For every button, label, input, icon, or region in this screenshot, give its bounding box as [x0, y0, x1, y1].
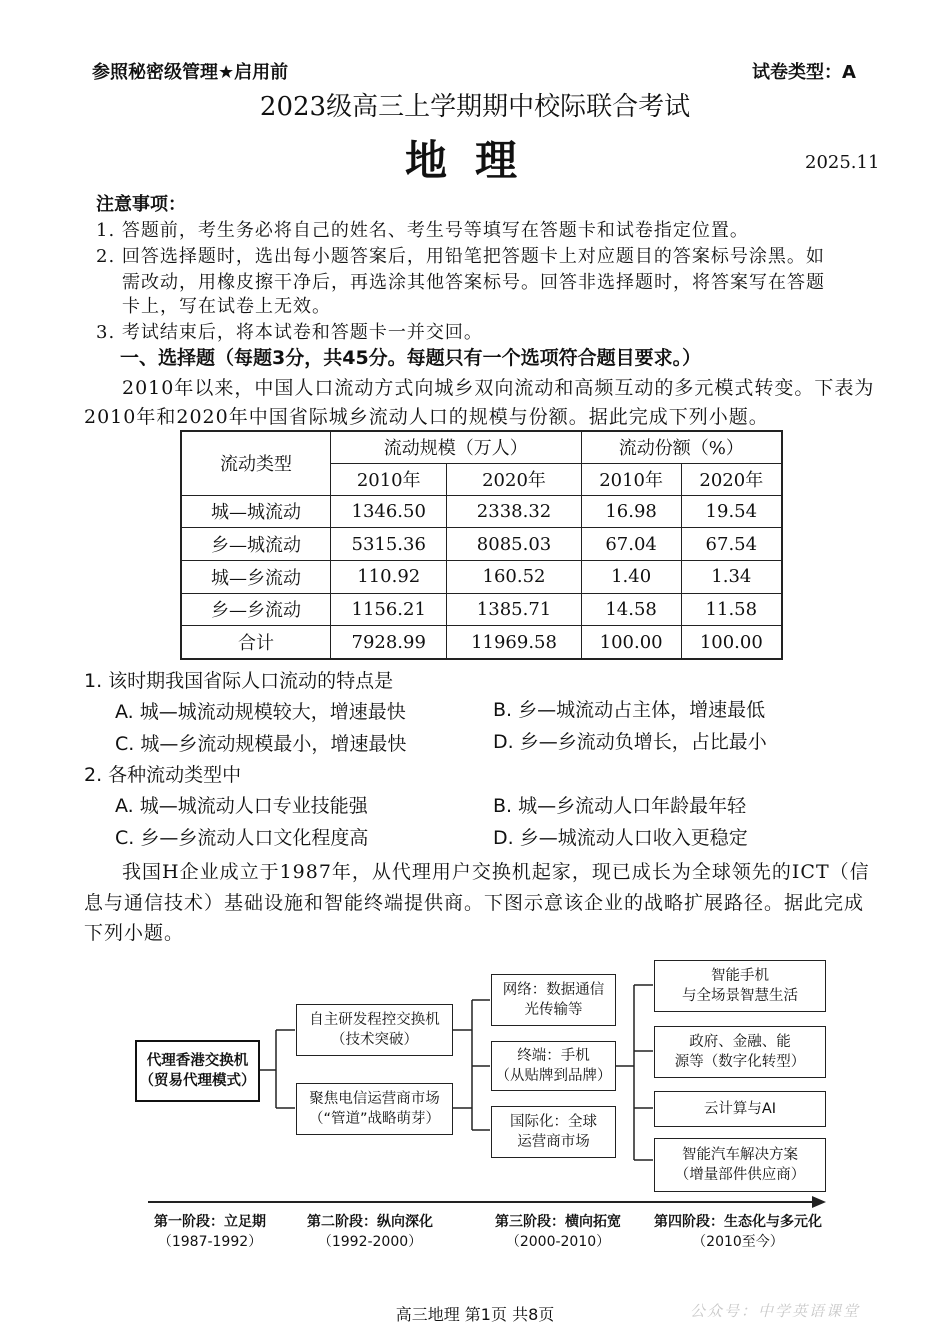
q2-stem: 2. 各种流动类型中 [84, 764, 242, 786]
table-cell: 19.54 [681, 495, 782, 528]
stage-name: 第四阶段：生态化与多元化 [654, 1214, 822, 1230]
table-cell: 1.34 [681, 560, 782, 593]
stage-name: 第一阶段：立足期 [154, 1214, 266, 1230]
table-year: 2020年 [681, 463, 782, 495]
table-cell: 67.04 [581, 528, 681, 561]
table-cell: 乡—城流动 [181, 528, 331, 561]
stage4-box-4: 智能汽车解决方案 （增量部件供应商） [654, 1138, 826, 1192]
stage4-box-2: 政府、金融、能 源等（数字化转型） [654, 1026, 826, 1078]
stage4-box-1: 智能手机 与全场景智慧生活 [654, 960, 826, 1012]
stage-name: 第三阶段：横向拓宽 [495, 1214, 621, 1230]
intro2-line-1: 我国H企业成立于1987年，从代理用户交换机起家，现已成长为全球领先的ICT（信 [122, 861, 870, 883]
notice-item-1: 1. 答题前，考生务必将自己的姓名、考生号等填写在答题卡和试卷指定位置。 [96, 220, 749, 241]
intro2-line-3: 下列小题。 [84, 922, 185, 944]
table-cell: 1.40 [581, 560, 681, 593]
stage-label-2 [295, 1212, 445, 1252]
q1-option-c: C. 城—乡流动规模最小，增速最快 [115, 733, 407, 755]
table-cell: 1346.50 [331, 495, 447, 528]
exam-date: 2025.11 [805, 152, 880, 173]
notice-heading: 注意事项： [96, 194, 186, 215]
stage4-box-3: 云计算与AI [654, 1091, 826, 1127]
table-cell: 5315.36 [331, 528, 447, 561]
stage-label-4 [640, 1212, 836, 1252]
intro-line-2: 2010年和2020年中国省际城乡流动人口的规模与份额。据此完成下列小题。 [84, 406, 769, 428]
subject-title: 地理 [404, 136, 545, 185]
table-header-share: 流动份额（%） [581, 431, 782, 463]
stage-label-3 [483, 1212, 633, 1252]
table-header-type: 流动类型 [181, 431, 331, 495]
intro-line-1: 2010年以来，中国人口流动方式向城乡双向流动和高频互动的多元模式转变。下表为 [122, 377, 875, 399]
q2-option-b: B. 城—乡流动人口年龄最年轻 [493, 795, 747, 817]
q1-option-a: A. 城—城流动规模较大，增速最快 [115, 701, 406, 723]
table-cell: 67.54 [681, 528, 782, 561]
notice-item-2-cont2: 卡上，写在试卷上无效。 [122, 296, 331, 317]
q2-option-d: D. 乡—城流动人口收入更稳定 [493, 827, 748, 849]
table-cell: 100.00 [681, 626, 782, 659]
table-header-scale: 流动规模（万人） [331, 431, 582, 463]
table-cell: 乡—乡流动 [181, 593, 331, 626]
stage2-box-2: 聚焦电信运营商市场 （“管道”战略萌芽） [296, 1083, 453, 1135]
watermark: 公众号：中学英语课堂 [690, 1302, 861, 1320]
table-cell: 11969.58 [447, 626, 581, 659]
stage1-box: 代理香港交换机 （贸易代理模式） [135, 1040, 260, 1102]
table-cell: 合计 [181, 626, 331, 659]
table-cell: 2338.32 [447, 495, 581, 528]
table-cell: 16.98 [581, 495, 681, 528]
table-year: 2020年 [447, 463, 581, 495]
intro2-line-2: 息与通信技术）基础设施和智能终端提供商。下图示意该企业的战略扩展路径。据此完成 [84, 892, 865, 914]
secrecy-label: 参照秘密级管理★启用前 [92, 62, 289, 83]
table-year: 2010年 [331, 463, 447, 495]
table-cell: 160.52 [447, 560, 581, 593]
stage3-box-1: 网络：数据通信 光传输等 [491, 974, 616, 1026]
q2-option-c: C. 乡—乡流动人口文化程度高 [115, 827, 369, 849]
page-footer: 高三地理 第1页 共8页 [395, 1305, 555, 1324]
stage3-box-2: 终端：手机 （从贴牌到品牌） [491, 1041, 616, 1091]
q2-option-a: A. 城—城流动人口专业技能强 [115, 795, 368, 817]
table-cell: 城—乡流动 [181, 560, 331, 593]
table-cell: 100.00 [581, 626, 681, 659]
stage-years: （2000-2010） [505, 1234, 611, 1250]
table-cell: 城—城流动 [181, 495, 331, 528]
table-cell: 11.58 [681, 593, 782, 626]
stage-years: （1987-1992） [157, 1234, 263, 1250]
notice-item-2: 2. 回答选择题时，选出每小题答案后，用铅笔把答题卡上对应题目的答案标号涂黑。如 [96, 246, 825, 267]
stage-name: 第二阶段：纵向深化 [307, 1214, 433, 1230]
stage-years: （2010至今） [692, 1234, 784, 1250]
table-cell: 14.58 [581, 593, 681, 626]
q1-stem: 1. 该时期我国省际人口流动的特点是 [84, 670, 394, 692]
table-cell: 110.92 [331, 560, 447, 593]
exam-title: 2023级高三上学期期中校际联合考试 [259, 92, 691, 122]
q1-option-d: D. 乡—乡流动负增长，占比最小 [493, 731, 767, 753]
section-heading: 一、选择题（每题3分，共45分。每题只有一个选项符合题目要求。） [120, 347, 702, 369]
table-cell: 1156.21 [331, 593, 447, 626]
table-cell: 8085.03 [447, 528, 581, 561]
stage-label-1 [140, 1212, 280, 1252]
q1-option-b: B. 乡—城流动占主体，增速最低 [493, 699, 766, 721]
table-cell: 7928.99 [331, 626, 447, 659]
notice-item-2-cont: 需改动，用橡皮擦干净后，再选涂其他答案标号。回答非选择题时，将答案写在答题 [122, 272, 825, 293]
table-year: 2010年 [581, 463, 681, 495]
stage2-box-1: 自主研发程控交换机 （技术突破） [296, 1004, 453, 1056]
stage3-box-3: 国际化：全球 运营商市场 [491, 1106, 616, 1158]
paper-type: 试卷类型：A [752, 62, 856, 83]
notice-item-3: 3. 考试结束后，将本试卷和答题卡一并交回。 [96, 322, 483, 343]
stage-years: （1992-2000） [317, 1234, 423, 1250]
table-cell: 1385.71 [447, 593, 581, 626]
